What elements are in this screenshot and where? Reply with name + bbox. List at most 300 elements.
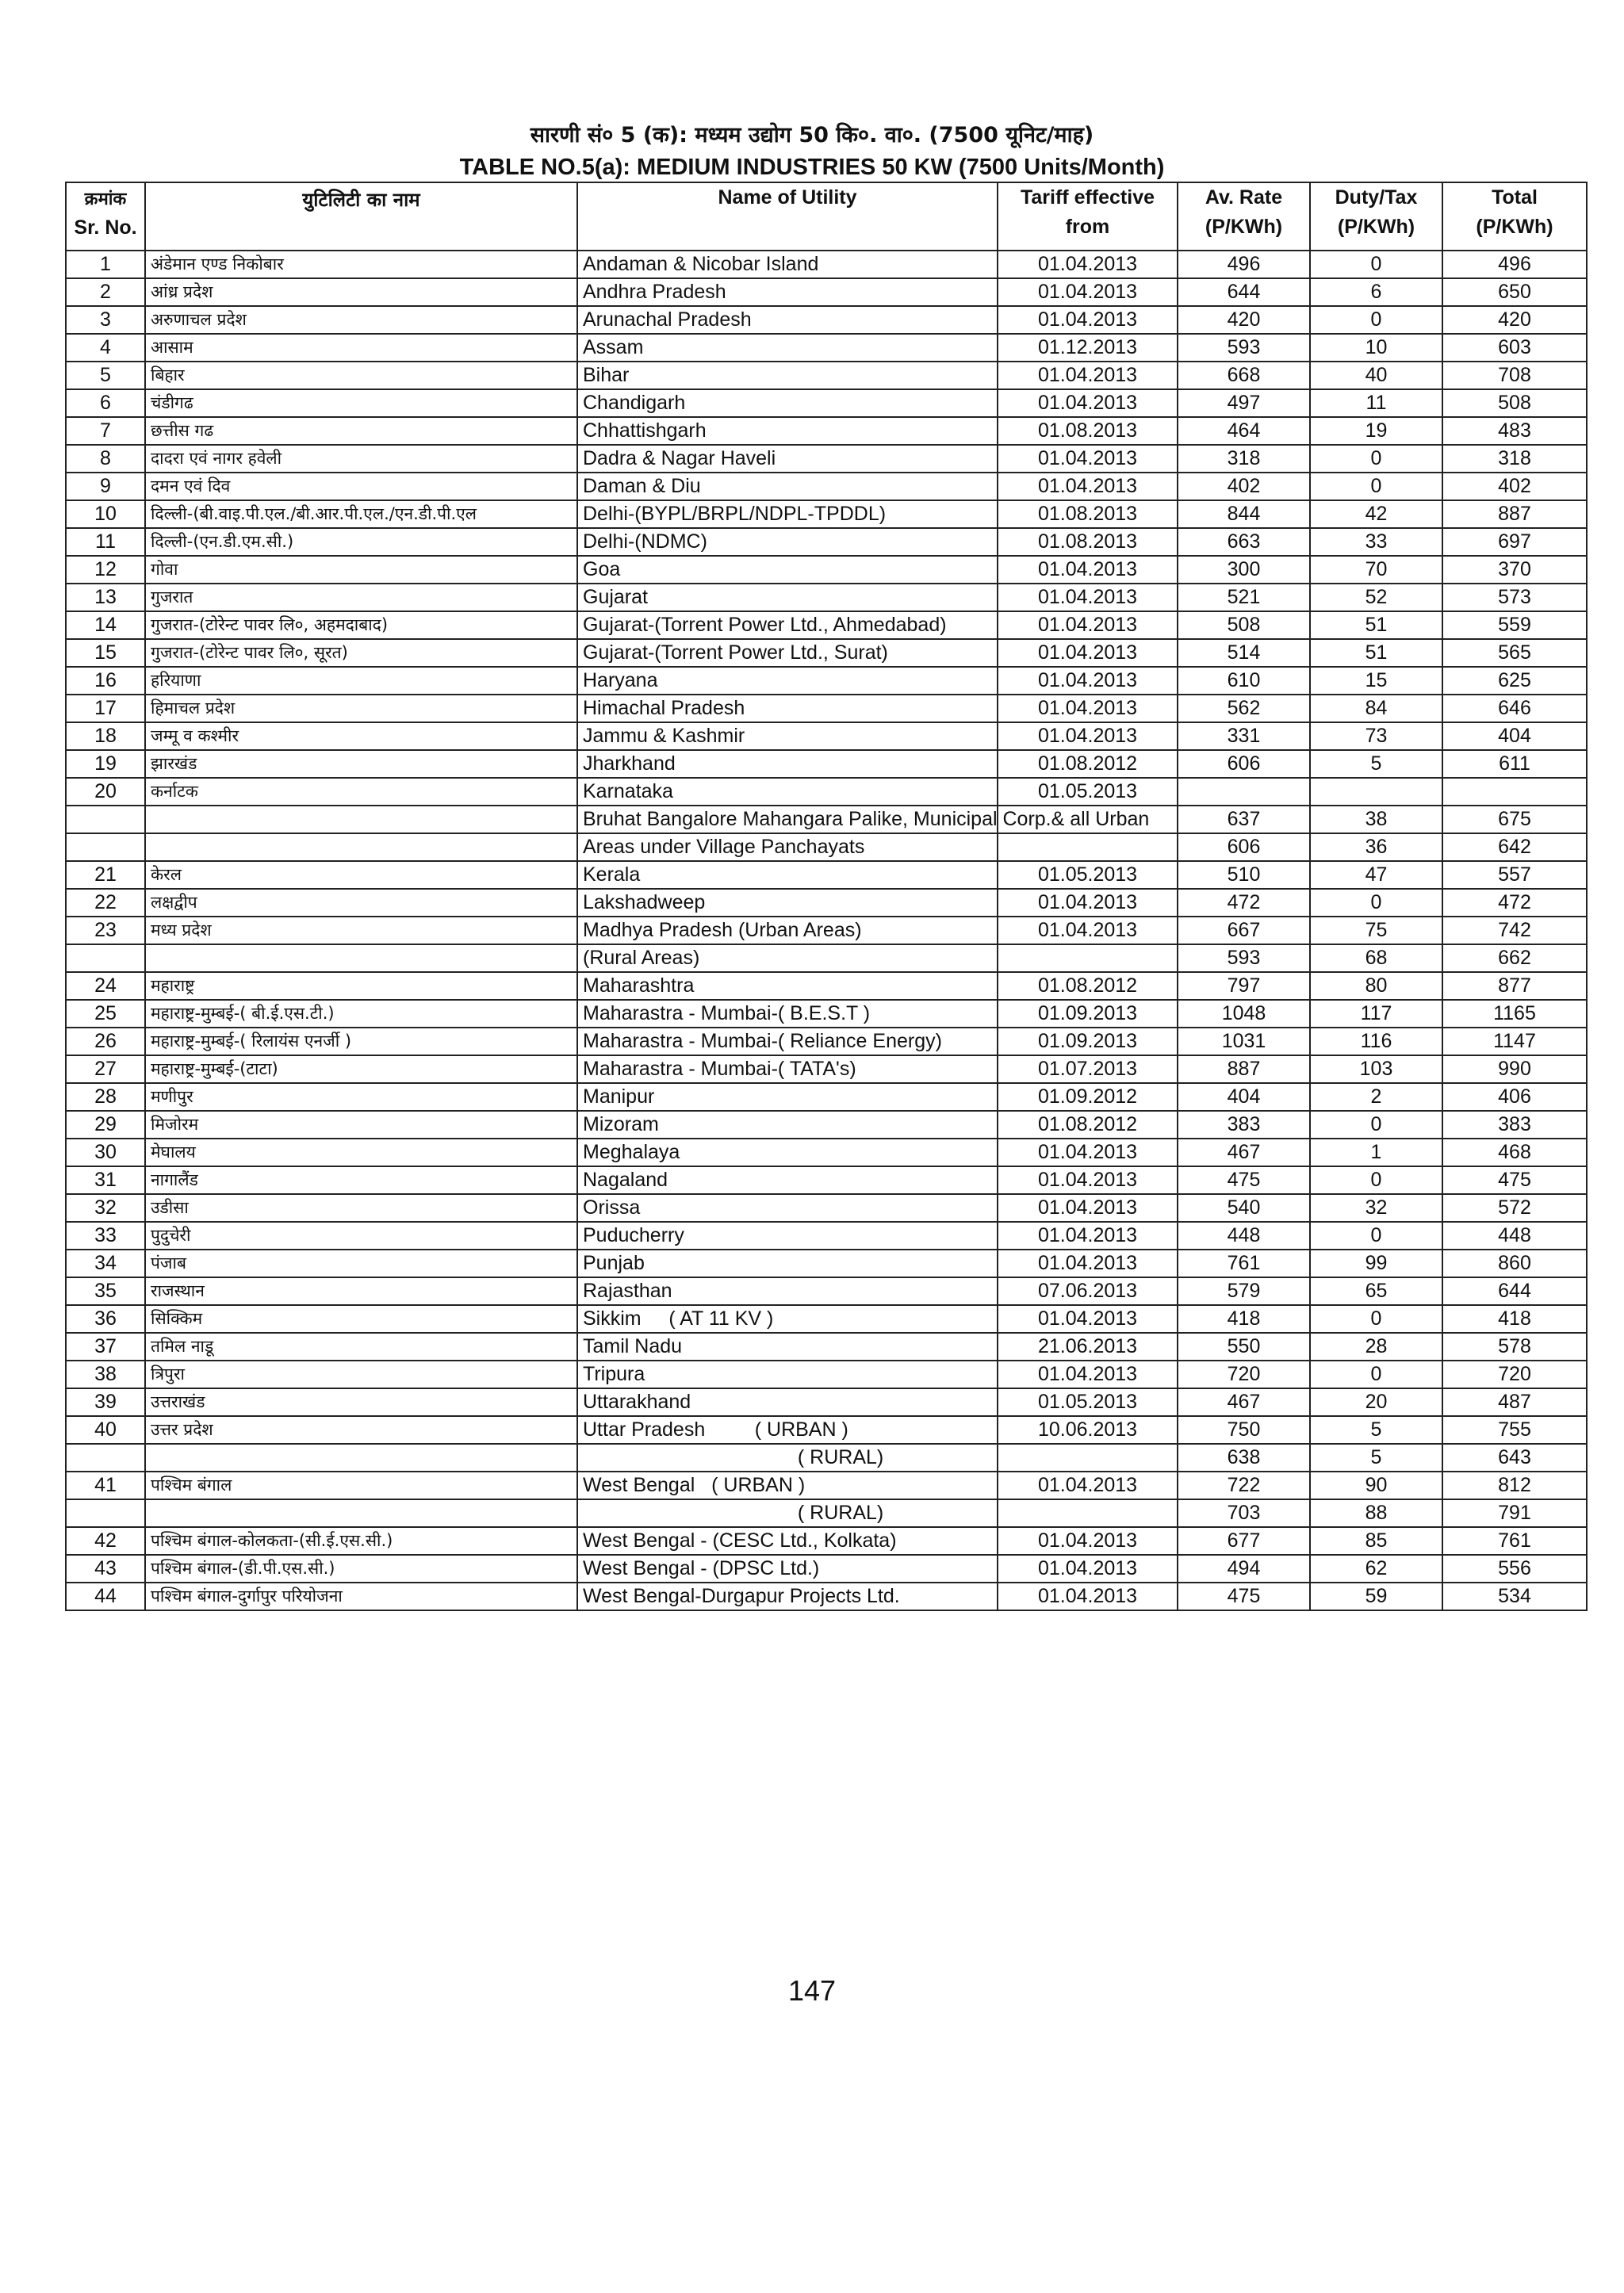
- duty-tax-cell: 2: [1310, 1083, 1442, 1111]
- table-row: [66, 1527, 1587, 1555]
- english-name-cell: Uttar Pradesh ( URBAN ): [577, 1416, 998, 1444]
- tariff-date-cell: 01.04.2013: [998, 695, 1178, 722]
- table-row: [66, 639, 1587, 667]
- av-rate-cell: 637: [1178, 806, 1310, 833]
- total-cell: 877: [1442, 972, 1587, 1000]
- tariff-date-cell: 01.04.2013: [998, 251, 1178, 278]
- total-cell: 720: [1442, 1361, 1587, 1388]
- tariff-date-cell: [998, 1444, 1178, 1472]
- hindi-name-cell: पश्चिम बंगाल: [145, 1472, 577, 1499]
- av-rate-cell: 331: [1178, 722, 1310, 750]
- table-row: [66, 278, 1587, 306]
- total-cell: 420: [1442, 306, 1587, 334]
- total-cell: 755: [1442, 1416, 1587, 1444]
- table-row: [66, 1028, 1587, 1055]
- total-cell: 644: [1442, 1277, 1587, 1305]
- hindi-name-cell: अंडेमान एण्ड निकोबार: [145, 251, 577, 278]
- tariff-date-cell: [998, 1499, 1178, 1527]
- hindi-name-cell: दिल्ली-(एन.डी.एम.सी.): [145, 528, 577, 556]
- hindi-name-cell: दिल्ली-(बी.वाइ.पी.एल./बी.आर.पी.एल./एन.डी.पी.एल: [145, 500, 577, 528]
- header-name-english-text: Name of Utility: [718, 186, 857, 209]
- duty-tax-cell: 0: [1310, 1222, 1442, 1250]
- serial-cell: 42: [66, 1527, 145, 1555]
- av-rate-cell: 494: [1178, 1555, 1310, 1583]
- av-rate-cell: 464: [1178, 417, 1310, 445]
- duty-tax-cell: 59: [1310, 1583, 1442, 1610]
- hindi-name-cell: पश्चिम बंगाल-दुर्गापुर परियोजना: [145, 1583, 577, 1610]
- serial-cell: 40: [66, 1416, 145, 1444]
- av-rate-cell: 540: [1178, 1194, 1310, 1222]
- table-row: [66, 445, 1587, 473]
- english-name-cell: Andhra Pradesh: [577, 278, 998, 306]
- duty-tax-cell: 0: [1310, 251, 1442, 278]
- hindi-name-cell: आंध्र प्रदेश: [145, 278, 577, 306]
- english-name-cell: Gujarat: [577, 584, 998, 611]
- english-name-cell: Nagaland: [577, 1166, 998, 1194]
- tariff-date-cell: 01.04.2013: [998, 306, 1178, 334]
- tariff-date-cell: 21.06.2013: [998, 1333, 1178, 1361]
- table-row: [66, 251, 1587, 278]
- total-cell: 418: [1442, 1305, 1587, 1333]
- table-row: [66, 944, 1587, 972]
- duty-tax-cell: 0: [1310, 473, 1442, 500]
- duty-tax-cell: 51: [1310, 639, 1442, 667]
- table-row: [66, 1055, 1587, 1083]
- tariff-date-cell: 01.04.2013: [998, 1472, 1178, 1499]
- serial-cell: 27: [66, 1055, 145, 1083]
- serial-cell: 11: [66, 528, 145, 556]
- av-rate-cell: 593: [1178, 334, 1310, 362]
- tariff-date-cell: 01.04.2013: [998, 667, 1178, 695]
- tariff-date-cell: 01.04.2013: [998, 556, 1178, 584]
- av-rate-cell: 448: [1178, 1222, 1310, 1250]
- serial-cell: 18: [66, 722, 145, 750]
- header-rate: [1178, 182, 1310, 251]
- header-total-line1: Total: [1492, 186, 1538, 209]
- hindi-name-cell: [145, 1499, 577, 1527]
- table-row: [66, 1166, 1587, 1194]
- table-title-hindi: सारणी सं० 5 (क): मध्यम उद्योग 50 कि०. वा०. (7500 यूनिट/माह): [530, 123, 1094, 147]
- serial-cell: 4: [66, 334, 145, 362]
- hindi-name-cell: [145, 1444, 577, 1472]
- serial-cell: 41: [66, 1472, 145, 1499]
- header-duty: [1310, 182, 1442, 251]
- av-rate-cell: 467: [1178, 1388, 1310, 1416]
- total-cell: 468: [1442, 1139, 1587, 1166]
- hindi-name-cell: बिहार: [145, 362, 577, 389]
- av-rate-cell: 383: [1178, 1111, 1310, 1139]
- english-name-cell: Jharkhand: [577, 750, 998, 778]
- duty-tax-cell: 0: [1310, 306, 1442, 334]
- table-row: [66, 389, 1587, 417]
- av-rate-cell: 402: [1178, 473, 1310, 500]
- tariff-date-cell: 01.04.2013: [998, 473, 1178, 500]
- tariff-date-cell: 01.04.2013: [998, 611, 1178, 639]
- av-rate-cell: 514: [1178, 639, 1310, 667]
- tariff-date-cell: 01.04.2013: [998, 917, 1178, 944]
- serial-cell: 16: [66, 667, 145, 695]
- av-rate-cell: 844: [1178, 500, 1310, 528]
- av-rate-cell: 318: [1178, 445, 1310, 473]
- tariff-date-cell: 01.08.2012: [998, 1111, 1178, 1139]
- tariff-date-cell: 01.08.2013: [998, 417, 1178, 445]
- tariff-date-cell: 01.04.2013: [998, 1139, 1178, 1166]
- duty-tax-cell: 88: [1310, 1499, 1442, 1527]
- table-row: [66, 806, 1587, 833]
- total-cell: 578: [1442, 1333, 1587, 1361]
- duty-tax-cell: 70: [1310, 556, 1442, 584]
- header-total: [1442, 182, 1587, 251]
- english-name-cell: Maharastra - Mumbai-( B.E.S.T ): [577, 1000, 998, 1028]
- total-cell: 662: [1442, 944, 1587, 972]
- total-cell: 559: [1442, 611, 1587, 639]
- english-name-cell: Orissa: [577, 1194, 998, 1222]
- tariff-date-cell: [998, 833, 1178, 861]
- header-total-line2: (P/KWh): [1476, 216, 1553, 238]
- av-rate-cell: 510: [1178, 861, 1310, 889]
- english-name-cell: West Bengal ( URBAN ): [577, 1472, 998, 1499]
- duty-tax-cell: 33: [1310, 528, 1442, 556]
- tariff-date-cell: 01.04.2013: [998, 1527, 1178, 1555]
- av-rate-cell: 579: [1178, 1277, 1310, 1305]
- table-row: [66, 1139, 1587, 1166]
- tariff-date-cell: 01.04.2013: [998, 1222, 1178, 1250]
- hindi-name-cell: गुजरात-(टोरेन्ट पावर लि०, अहमदाबाद): [145, 611, 577, 639]
- av-rate-cell: 496: [1178, 251, 1310, 278]
- table-row: [66, 1194, 1587, 1222]
- tariff-date-cell: 01.05.2013: [998, 778, 1178, 806]
- av-rate-cell: 761: [1178, 1250, 1310, 1277]
- av-rate-cell: 1048: [1178, 1000, 1310, 1028]
- serial-cell: 13: [66, 584, 145, 611]
- duty-tax-cell: 42: [1310, 500, 1442, 528]
- hindi-name-cell: दमन एवं दिव: [145, 473, 577, 500]
- english-name-cell: Maharashtra: [577, 972, 998, 1000]
- english-name-cell: Himachal Pradesh: [577, 695, 998, 722]
- av-rate-cell: 420: [1178, 306, 1310, 334]
- tariff-date-cell: [998, 944, 1178, 972]
- total-cell: 557: [1442, 861, 1587, 889]
- english-name-cell: Bihar: [577, 362, 998, 389]
- table-row: [66, 1361, 1587, 1388]
- serial-cell: 32: [66, 1194, 145, 1222]
- total-cell: 402: [1442, 473, 1587, 500]
- tariff-date-cell: 01.05.2013: [998, 1388, 1178, 1416]
- hindi-name-cell: गोवा: [145, 556, 577, 584]
- total-cell: 791: [1442, 1499, 1587, 1527]
- hindi-name-cell: [145, 944, 577, 972]
- table-header-row: [66, 182, 1587, 251]
- serial-cell: [66, 833, 145, 861]
- serial-cell: 22: [66, 889, 145, 917]
- duty-tax-cell: 0: [1310, 1166, 1442, 1194]
- serial-cell: 28: [66, 1083, 145, 1111]
- total-cell: 642: [1442, 833, 1587, 861]
- tariff-date-cell: 01.08.2013: [998, 500, 1178, 528]
- serial-cell: 3: [66, 306, 145, 334]
- header-duty-line1: Duty/Tax: [1335, 186, 1418, 209]
- total-cell: 675: [1442, 806, 1587, 833]
- av-rate-cell: 550: [1178, 1333, 1310, 1361]
- av-rate-cell: 472: [1178, 889, 1310, 917]
- total-cell: 406: [1442, 1083, 1587, 1111]
- total-cell: 646: [1442, 695, 1587, 722]
- hindi-name-cell: उत्तर प्रदेश: [145, 1416, 577, 1444]
- av-rate-cell: 562: [1178, 695, 1310, 722]
- english-name-cell: Mizoram: [577, 1111, 998, 1139]
- serial-cell: 10: [66, 500, 145, 528]
- av-rate-cell: 593: [1178, 944, 1310, 972]
- tariff-date-cell: 01.07.2013: [998, 1055, 1178, 1083]
- duty-tax-cell: 0: [1310, 889, 1442, 917]
- tariff-date-cell: 01.04.2013: [998, 362, 1178, 389]
- duty-tax-cell: 0: [1310, 1305, 1442, 1333]
- tariff-date-cell: 01.04.2013: [998, 889, 1178, 917]
- table-row: [66, 1000, 1587, 1028]
- table-row: [66, 362, 1587, 389]
- tariff-date-cell: 01.09.2013: [998, 1000, 1178, 1028]
- tariff-date-cell: 01.04.2013: [998, 1555, 1178, 1583]
- av-rate-cell: 606: [1178, 750, 1310, 778]
- tariff-date-cell: 01.08.2013: [998, 528, 1178, 556]
- serial-cell: 37: [66, 1333, 145, 1361]
- tariff-date-cell: 01.04.2013: [998, 389, 1178, 417]
- english-name-cell: Arunachal Pradesh: [577, 306, 998, 334]
- serial-cell: 6: [66, 389, 145, 417]
- english-name-cell: Haryana: [577, 667, 998, 695]
- duty-tax-cell: 0: [1310, 1111, 1442, 1139]
- duty-tax-cell: 32: [1310, 1194, 1442, 1222]
- hindi-name-cell: पुदुचेरी: [145, 1222, 577, 1250]
- av-rate-cell: 677: [1178, 1527, 1310, 1555]
- table-row: [66, 1305, 1587, 1333]
- table-row: [66, 833, 1587, 861]
- av-rate-cell: 521: [1178, 584, 1310, 611]
- serial-cell: 7: [66, 417, 145, 445]
- serial-cell: 5: [66, 362, 145, 389]
- serial-cell: 15: [66, 639, 145, 667]
- table-row: [66, 1472, 1587, 1499]
- total-cell: 556: [1442, 1555, 1587, 1583]
- english-name-cell: Manipur: [577, 1083, 998, 1111]
- header-sr-hindi: क्रमांक: [84, 189, 127, 209]
- hindi-name-cell: सिक्किम: [145, 1305, 577, 1333]
- duty-tax-cell: 117: [1310, 1000, 1442, 1028]
- english-name-cell: Goa: [577, 556, 998, 584]
- total-cell: 318: [1442, 445, 1587, 473]
- header-name-english: [577, 182, 998, 251]
- serial-cell: 35: [66, 1277, 145, 1305]
- table-row: [66, 334, 1587, 362]
- av-rate-cell: 668: [1178, 362, 1310, 389]
- table-row: [66, 1388, 1587, 1416]
- table-row: [66, 667, 1587, 695]
- total-cell: 990: [1442, 1055, 1587, 1083]
- table-row: [66, 778, 1587, 806]
- english-name-cell: ( RURAL): [577, 1444, 998, 1472]
- table-row: [66, 1583, 1587, 1610]
- duty-tax-cell: 0: [1310, 1361, 1442, 1388]
- serial-cell: 29: [66, 1111, 145, 1139]
- total-cell: 475: [1442, 1166, 1587, 1194]
- total-cell: 611: [1442, 750, 1587, 778]
- header-name-hindi-text: युटिलिटी का नाम: [302, 189, 420, 211]
- duty-tax-cell: 1: [1310, 1139, 1442, 1166]
- total-cell: 404: [1442, 722, 1587, 750]
- total-cell: 625: [1442, 667, 1587, 695]
- hindi-name-cell: छत्तीस गढ: [145, 417, 577, 445]
- serial-cell: 12: [66, 556, 145, 584]
- hindi-name-cell: जम्मू व कश्मीर: [145, 722, 577, 750]
- english-name-cell: Rajasthan: [577, 1277, 998, 1305]
- total-cell: 742: [1442, 917, 1587, 944]
- tariff-date-cell: 01.04.2013: [998, 639, 1178, 667]
- duty-tax-cell: 52: [1310, 584, 1442, 611]
- serial-cell: [66, 1499, 145, 1527]
- table-row: [66, 1111, 1587, 1139]
- av-rate-cell: 497: [1178, 389, 1310, 417]
- english-name-cell: Maharastra - Mumbai-( TATA's): [577, 1055, 998, 1083]
- total-cell: 650: [1442, 278, 1587, 306]
- table-row: [66, 417, 1587, 445]
- serial-cell: 8: [66, 445, 145, 473]
- english-name-cell: Delhi-(BYPL/BRPL/NDPL-TPDDL): [577, 500, 998, 528]
- tariff-table: [65, 182, 1588, 1611]
- tariff-date-cell: 01.09.2013: [998, 1028, 1178, 1055]
- total-cell: 643: [1442, 1444, 1587, 1472]
- duty-tax-cell: 68: [1310, 944, 1442, 972]
- hindi-name-cell: मध्य प्रदेश: [145, 917, 577, 944]
- table-row: [66, 1222, 1587, 1250]
- total-cell: 887: [1442, 500, 1587, 528]
- hindi-name-cell: गुजरात: [145, 584, 577, 611]
- av-rate-cell: 404: [1178, 1083, 1310, 1111]
- english-name-cell: Kerala: [577, 861, 998, 889]
- english-name-cell: Dadra & Nagar Haveli: [577, 445, 998, 473]
- duty-tax-cell: 38: [1310, 806, 1442, 833]
- english-name-cell: Chandigarh: [577, 389, 998, 417]
- english-name-cell: Delhi-(NDMC): [577, 528, 998, 556]
- serial-cell: 9: [66, 473, 145, 500]
- total-cell: 534: [1442, 1583, 1587, 1610]
- english-name-cell: Jammu & Kashmir: [577, 722, 998, 750]
- table-row: [66, 1555, 1587, 1583]
- hindi-name-cell: मणीपुर: [145, 1083, 577, 1111]
- hindi-name-cell: त्रिपुरा: [145, 1361, 577, 1388]
- english-name-cell: Lakshadweep: [577, 889, 998, 917]
- hindi-name-cell: चंडीगढ: [145, 389, 577, 417]
- tariff-date-cell: 01.04.2013: [998, 1166, 1178, 1194]
- tariff-date-cell: 01.04.2013: [998, 445, 1178, 473]
- hindi-name-cell: मिजोरम: [145, 1111, 577, 1139]
- serial-cell: 36: [66, 1305, 145, 1333]
- av-rate-cell: 703: [1178, 1499, 1310, 1527]
- total-cell: 448: [1442, 1222, 1587, 1250]
- duty-tax-cell: 80: [1310, 972, 1442, 1000]
- table-row: [66, 889, 1587, 917]
- tariff-date-cell: 01.04.2013: [998, 1583, 1178, 1610]
- hindi-name-cell: पश्चिम बंगाल-(डी.पी.एस.सी.): [145, 1555, 577, 1583]
- total-cell: 708: [1442, 362, 1587, 389]
- duty-tax-cell: 116: [1310, 1028, 1442, 1055]
- tariff-date-cell: 01.04.2013: [998, 1194, 1178, 1222]
- duty-tax-cell: 85: [1310, 1527, 1442, 1555]
- hindi-name-cell: झारखंड: [145, 750, 577, 778]
- table-row: [66, 972, 1587, 1000]
- table-row: [66, 1416, 1587, 1444]
- serial-cell: 39: [66, 1388, 145, 1416]
- duty-tax-cell: 103: [1310, 1055, 1442, 1083]
- total-cell: 483: [1442, 417, 1587, 445]
- table-row: [66, 695, 1587, 722]
- tariff-date-cell: 01.04.2013: [998, 1250, 1178, 1277]
- english-name-cell: West Bengal - (CESC Ltd., Kolkata): [577, 1527, 998, 1555]
- hindi-name-cell: उडीसा: [145, 1194, 577, 1222]
- serial-cell: 21: [66, 861, 145, 889]
- table-row: [66, 306, 1587, 334]
- tariff-date-cell: 01.04.2013: [998, 722, 1178, 750]
- table-row: [66, 1083, 1587, 1111]
- table-body: [66, 251, 1587, 1610]
- hindi-name-cell: कर्नाटक: [145, 778, 577, 806]
- hindi-name-cell: दादरा एवं नागर हवेली: [145, 445, 577, 473]
- table-row: [66, 1277, 1587, 1305]
- av-rate-cell: 663: [1178, 528, 1310, 556]
- total-cell: 572: [1442, 1194, 1587, 1222]
- hindi-name-cell: पश्चिम बंगाल-कोलकता-(सी.ई.एस.सी.): [145, 1527, 577, 1555]
- hindi-name-cell: गुजरात-(टोरेन्ट पावर लि०, सूरत): [145, 639, 577, 667]
- av-rate-cell: 475: [1178, 1166, 1310, 1194]
- serial-cell: 31: [66, 1166, 145, 1194]
- serial-cell: 25: [66, 1000, 145, 1028]
- av-rate-cell: 797: [1178, 972, 1310, 1000]
- duty-tax-cell: 62: [1310, 1555, 1442, 1583]
- serial-cell: [66, 806, 145, 833]
- table-row: [66, 584, 1587, 611]
- serial-cell: 34: [66, 1250, 145, 1277]
- hindi-name-cell: महाराष्ट्र: [145, 972, 577, 1000]
- serial-cell: 43: [66, 1555, 145, 1583]
- serial-cell: 33: [66, 1222, 145, 1250]
- duty-tax-cell: 65: [1310, 1277, 1442, 1305]
- header-rate-line1: Av. Rate: [1205, 186, 1283, 209]
- tariff-date-cell: 01.12.2013: [998, 334, 1178, 362]
- header-tariff: [998, 182, 1178, 251]
- english-name-cell: West Bengal-Durgapur Projects Ltd.: [577, 1583, 998, 1610]
- serial-cell: 26: [66, 1028, 145, 1055]
- tariff-date-cell: 01.05.2013: [998, 861, 1178, 889]
- english-name-cell: Daman & Diu: [577, 473, 998, 500]
- hindi-name-cell: पंजाब: [145, 1250, 577, 1277]
- table-row: [66, 473, 1587, 500]
- english-name-cell: Gujarat-(Torrent Power Ltd., Surat): [577, 639, 998, 667]
- total-cell: 812: [1442, 1472, 1587, 1499]
- serial-cell: 19: [66, 750, 145, 778]
- hindi-name-cell: केरल: [145, 861, 577, 889]
- hindi-name-cell: नागालैंड: [145, 1166, 577, 1194]
- page-number: 147: [787, 1974, 837, 2007]
- total-cell: 496: [1442, 251, 1587, 278]
- hindi-name-cell: महाराष्ट्र-मुम्बई-( रिलायंस एनर्जी ): [145, 1028, 577, 1055]
- total-cell: 508: [1442, 389, 1587, 417]
- table-row: [66, 611, 1587, 639]
- av-rate-cell: 418: [1178, 1305, 1310, 1333]
- serial-cell: 20: [66, 778, 145, 806]
- duty-tax-cell: 40: [1310, 362, 1442, 389]
- duty-tax-cell: 90: [1310, 1472, 1442, 1499]
- table-row: [66, 1333, 1587, 1361]
- av-rate-cell: 475: [1178, 1583, 1310, 1610]
